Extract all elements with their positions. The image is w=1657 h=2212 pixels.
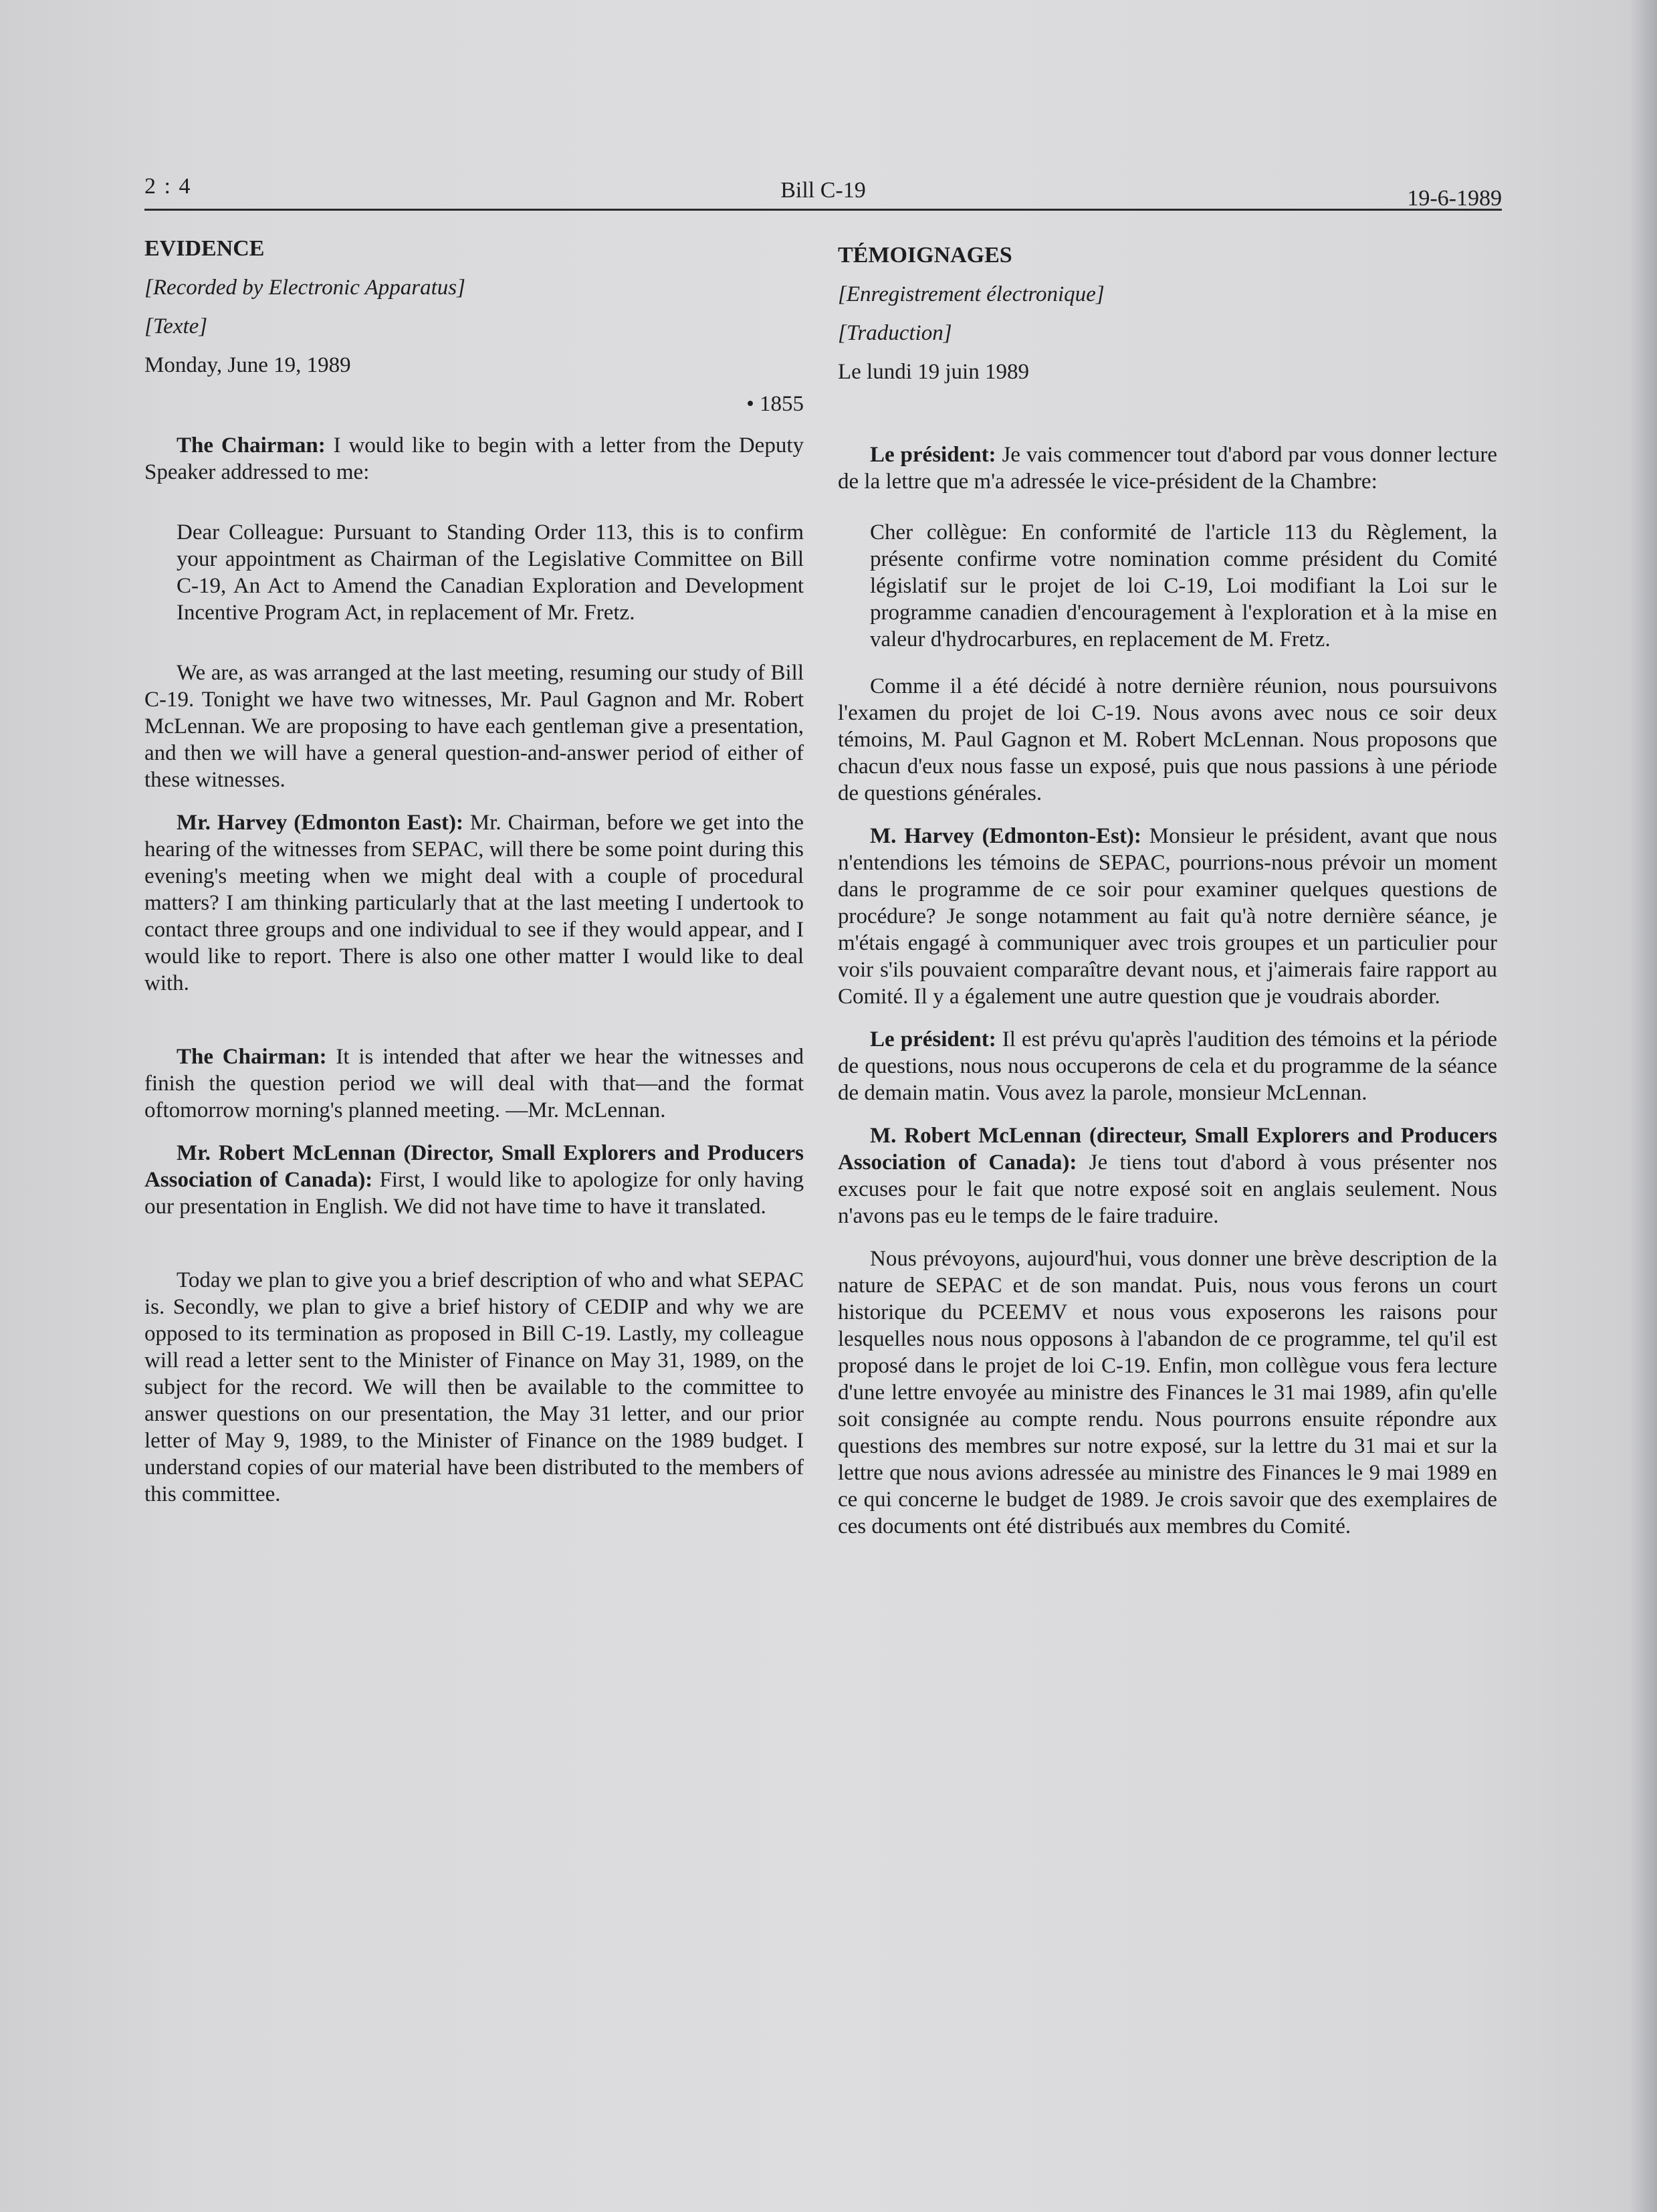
page-edge bbox=[1629, 0, 1657, 2212]
paragraph bbox=[838, 823, 1497, 1010]
speaker-name: Le président: bbox=[870, 1027, 996, 1051]
paragraph-text: Mr. Chairman, before we get into the hearing of the witnesses from SEPAC, will there be some point during this evening's meeting when we might deal with a couple of procedural matters? I am thinking particularly that at the last meeting I undertook to contact three groups and one individual to see if they would appear, and I would like to report. There is also one other matter I would like to deal with. bbox=[144, 811, 804, 995]
french-column bbox=[838, 242, 1497, 1556]
page-number: 2 : 4 bbox=[144, 174, 192, 199]
evidence-heading: EVIDENCE bbox=[144, 236, 265, 261]
paragraph bbox=[144, 1140, 804, 1220]
text-tag: [Texte] bbox=[144, 314, 208, 338]
paragraph-text: It is intended that after we hear the witnesses and finish the question period we will deal with that—and the format oftomorrow morning's planned meeting. —Mr. McLennan. bbox=[144, 1045, 804, 1122]
paragraph: Comme il a été décidé à notre dernière réunion, nous poursuivons l'examen du projet de loi C-19. Nous avons avec nous ce soir deux témoins, M. Paul Gagnon et M. Robert McLennan. Nous proposons que chacun d'eux nous fasse un exposé, puis que nous passions à une période de questions générales. bbox=[838, 674, 1497, 805]
bill-title: Bill C-19 bbox=[780, 178, 866, 203]
speaker-name: The Chairman: bbox=[177, 1045, 327, 1069]
recorded-note: [Recorded by Electronic Apparatus] bbox=[144, 276, 465, 300]
speaker-name: Mr. Harvey (Edmonton East): bbox=[177, 811, 463, 835]
recorded-note: [Enregistrement électronique] bbox=[838, 282, 1105, 306]
paragraph bbox=[838, 1122, 1497, 1229]
paragraph-text: Il est prévu qu'après l'audition des témoins et la période de questions, nous nous occuperons de cela et du programme de la séance de demain matin. Vous avez la parole, monsieur McLennan. bbox=[838, 1027, 1497, 1105]
paragraph bbox=[144, 432, 804, 486]
paragraph: Today we plan to give you a brief description of who and what SEPAC is. Secondly, we plan to give a brief history of CEDIP and why we are opposed to its termination as proposed in Bill C-19. Lastly, my colleague will read a letter sent to the Minister of Finance on May 31, 1989, on the subject for the record. We will then be available to the committee to answer questions on our presentation, the May 31 letter, and our prior letter of May 9, 1989, to the Minister of Finance on the 1989 budget. I understand copies of our material have been distributed to the members of this committee. bbox=[144, 1268, 804, 1506]
paragraph-text: Je tiens tout d'abord à vous présenter nos excuses pour le fait que notre exposé soit en anglais seulement. Nous n'avons pas eu le temps de le faire traduire. bbox=[838, 1150, 1497, 1228]
session-date: Monday, June 19, 1989 bbox=[144, 353, 351, 377]
session-date: Le lundi 19 juin 1989 bbox=[838, 360, 1029, 384]
speaker-name: M. Harvey (Edmonton-Est): bbox=[870, 824, 1141, 848]
speaker-name: Mr. Robert McLennan (Director, Small Explorers and Producers Association of Canada): bbox=[144, 1141, 804, 1192]
paragraph: Nous prévoyons, aujourd'hui, vous donner une brève description de la nature de SEPAC et de son mandat. Puis, nous vous ferons un court historique du PCEEMV et nous vous exposerons les raisons pour lesquelles nous nous opposons à l'abandon de ce programme, tel qu'il est proposé dans le projet de loi C-19. Enfin, mon collègue vous fera lecture d'une lettre envoyée au ministre des Finances le 31 mai 1989, afin qu'elle soit consignée au compte rendu. Nous pourrons ensuite répondre aux questions des membres sur notre exposé, sur la lettre du 31 mai et sur la lettre que nous avions adressée au ministre des Finances le 9 mai 1989 en ce qui concerne le budget de 1989. Je crois savoir que des exemplaires de ces documents ont été distribués aux membres du Comité. bbox=[838, 1247, 1497, 1538]
quoted-letter: Dear Colleague: Pursuant to Standing Order 113, this is to confirm your appointment as Chairman of the Legislative Committee on Bill C-19, An Act to Amend the Canadian Exploration and Development Incentive Program Act, in replacement of Mr. Fretz. bbox=[177, 520, 804, 625]
paragraph bbox=[144, 809, 804, 997]
speaker-name: M. Robert McLennan (directeur, Small Explorers and Producers Association of Canada): bbox=[838, 1124, 1497, 1175]
paragraph-text: First, I would like to apologize for only having our presentation in English. We did not have time to have it translated. bbox=[144, 1168, 804, 1219]
paragraph bbox=[144, 1043, 804, 1124]
time-marker: • 1855 bbox=[746, 392, 804, 416]
paragraph-text: I would like to begin with a letter from the Deputy Speaker addressed to me: bbox=[144, 433, 804, 484]
paragraph-text: Monsieur le président, avant que nous n'entendions les témoins de SEPAC, pourrions-nous prévoir un moment dans le programme de ce soir pour examiner quelques questions de procédure? Je songe notamment au fait qu'à notre dernière séance, je m'étais engagé à communiquer avec trois groupes et un particulier pour voir s'ils pouvaient comparaître devant nous, et j'aimerais faire rapport au Comité. Il y a également une autre question que je voudrais aborder. bbox=[838, 824, 1497, 1009]
text-tag: [Traduction] bbox=[838, 321, 952, 345]
temoignages-heading: TÉMOIGNAGES bbox=[838, 243, 1012, 268]
page-header bbox=[144, 173, 1502, 213]
paragraph: We are, as was arranged at the last meeting, resuming our study of Bill C-19. Tonight we have two witnesses, Mr. Paul Gagnon and Mr. Robert McLennan. We are proposing to have each gentleman give a presentation, and then we will have a general question-and-answer period of either of these witnesses. bbox=[144, 661, 804, 792]
quoted-letter: Cher collègue: En conformité de l'article 113 du Règlement, la présente confirme votre nomination comme président du Comité législatif sur le projet de loi C-19, Loi modifiant la Loi sur le programme canadien d'encouragement à l'exploration et à la mise en valeur d'hydrocarbures, en replacement de M. Fretz. bbox=[870, 520, 1497, 651]
paragraph bbox=[838, 1026, 1497, 1106]
paragraph bbox=[838, 441, 1497, 495]
speaker-name: The Chairman: bbox=[177, 433, 326, 458]
speaker-name: Le président: bbox=[870, 443, 996, 467]
header-date: 19-6-1989 bbox=[1407, 186, 1502, 211]
paragraph-text: Je vais commencer tout d'abord par vous donner lecture de la lettre que m'a adressée le vice-président de la Chambre: bbox=[838, 443, 1497, 494]
english-column bbox=[144, 235, 804, 1524]
header-rule bbox=[144, 209, 1502, 211]
